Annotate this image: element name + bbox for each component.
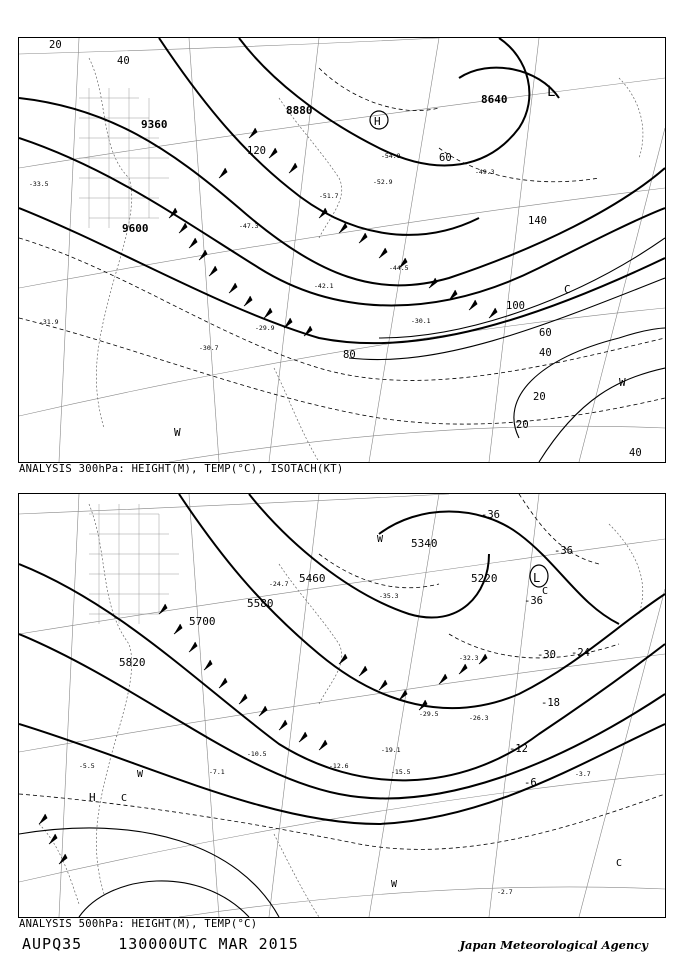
height-label: 5820 — [119, 656, 146, 669]
cold-center-label: C — [564, 283, 571, 296]
isotach-label: 80 — [343, 349, 356, 361]
map-500hpa — [19, 494, 665, 917]
warm-center-label: W — [619, 376, 626, 389]
obs-temp: -29.9 — [255, 324, 275, 332]
isotach-label: 140 — [528, 215, 547, 227]
analysis-datetime: 130000UTC MAR 2015 — [118, 935, 299, 953]
temp-label: -6 — [524, 777, 537, 789]
obs-temp: -26.3 — [469, 714, 489, 722]
height-label: 5460 — [299, 572, 326, 585]
height-label: 5700 — [189, 615, 216, 628]
high-center-label: H — [89, 791, 96, 804]
obs-temp: -35.3 — [379, 592, 399, 600]
isotach-labels — [49, 39, 642, 459]
obs-temp: -24.7 — [269, 580, 289, 588]
obs-temp: -52.9 — [373, 178, 393, 186]
isotach-label: 40 — [539, 347, 552, 359]
isotach-label: 100 — [506, 300, 525, 312]
obs-temp: -5.5 — [79, 762, 95, 770]
isotach-label: 40 — [629, 447, 642, 459]
isotach-label: 20 — [49, 39, 62, 51]
caption-500hpa: ANALYSIS 500hPa: HEIGHT(M), TEMP(°C) — [19, 918, 258, 930]
isotach-label: 120 — [247, 145, 266, 157]
temp-label: -24 — [571, 647, 590, 659]
low-center-label: L — [547, 84, 556, 100]
warm-center-label: W — [377, 534, 384, 545]
isotach-label: 60 — [539, 327, 552, 339]
cold-center-label-3: C — [616, 858, 623, 869]
obs-temps — [29, 152, 495, 352]
obs-temps — [79, 580, 591, 896]
obs-temp: -2.7 — [497, 888, 513, 896]
hatched-area — [79, 88, 169, 228]
height-label: 5580 — [247, 597, 274, 610]
obs-temp: -44.5 — [389, 264, 409, 272]
temp-label: -36 — [481, 509, 500, 521]
height-labels — [122, 93, 508, 235]
high-center-label: H — [374, 115, 381, 128]
height-label: 9600 — [122, 222, 149, 235]
graticule — [19, 38, 665, 462]
obs-temp: -51.7 — [319, 192, 339, 200]
isotach-label: 20 — [516, 419, 529, 431]
wind-barbs — [39, 604, 487, 864]
coastlines — [89, 58, 643, 462]
obs-temp: -49.3 — [475, 168, 495, 176]
obs-temp: -30.7 — [199, 344, 219, 352]
temp-label: -12 — [509, 743, 528, 755]
chart-300hpa — [18, 37, 666, 463]
obs-temp: -32.3 — [459, 654, 479, 662]
cold-center-label-2: C — [542, 586, 549, 597]
obs-temp: -7.1 — [209, 768, 225, 776]
product-code: AUPQ35 — [22, 935, 83, 953]
obs-temp: -33.5 — [29, 180, 49, 188]
obs-temp: -42.1 — [314, 282, 334, 290]
agency-name: Japan Meteorological Agency — [459, 938, 648, 952]
low-center-label: L — [533, 571, 541, 585]
obs-temp: -3.7 — [575, 770, 591, 778]
temp-label: -18 — [541, 697, 560, 709]
product-header — [22, 935, 335, 953]
obs-temp: -54.9 — [381, 152, 401, 160]
height-label: 9360 — [141, 118, 168, 131]
temp-label: -36 — [524, 595, 543, 607]
obs-temp: -12.6 — [329, 762, 349, 770]
height-label: 5220 — [471, 572, 498, 585]
map-300hpa — [19, 38, 665, 462]
obs-temp: -29.5 — [419, 710, 439, 718]
height-label: 8640 — [481, 93, 508, 106]
obs-temp: -47.3 — [239, 222, 259, 230]
obs-temp: -19.1 — [381, 746, 401, 754]
obs-temp: -31.9 — [39, 318, 59, 326]
isotach-label: 20 — [533, 391, 546, 403]
warm-center-label-2: W — [137, 769, 144, 780]
caption-300hpa: ANALYSIS 300hPa: HEIGHT(M), TEMP(°C), ISOTACH(KT) — [19, 463, 344, 475]
obs-temp: -30.1 — [411, 317, 431, 325]
warm-center-label-2: W — [174, 426, 181, 439]
temp-label: -36 — [554, 545, 573, 557]
obs-temp: -15.5 — [391, 768, 411, 776]
isotherms — [19, 68, 665, 424]
isotach-label: 40 — [117, 55, 130, 67]
obs-temp: -10.5 — [247, 750, 267, 758]
warm-center-label-3: W — [391, 879, 398, 890]
cold-center-label: C — [121, 793, 128, 804]
height-label: 5340 — [411, 537, 438, 550]
graticule — [19, 494, 665, 917]
chart-500hpa — [18, 493, 666, 918]
temp-label: -30 — [537, 649, 556, 661]
isotach-label: 60 — [439, 152, 452, 164]
height-label: 8880 — [286, 104, 313, 117]
height-contours-thin — [19, 828, 279, 917]
